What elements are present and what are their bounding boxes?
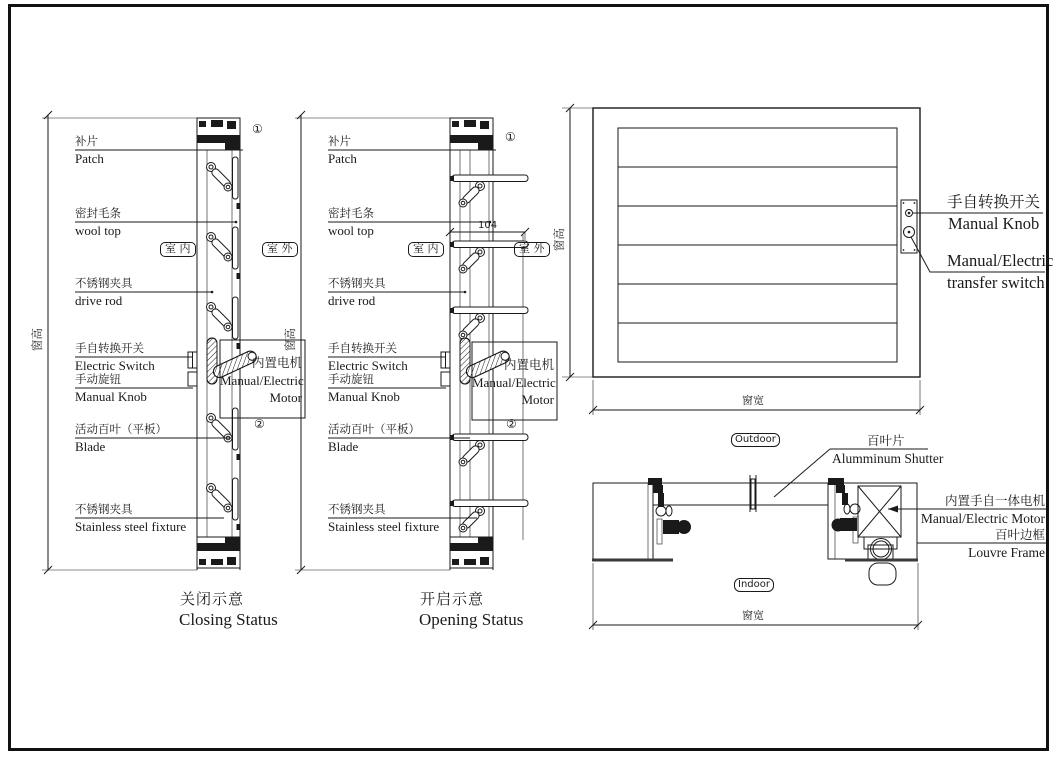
- label-fixture-en-opening: Stainless steel fixture: [328, 519, 440, 534]
- closing-motor-en2: Motor: [269, 390, 302, 405]
- front-width-dim-label: 窗宽: [742, 394, 764, 407]
- label-electric-switch-zh-opening: 手自转换开关: [328, 341, 397, 355]
- opening-motor-en2: Motor: [521, 392, 554, 407]
- label-patch-en-opening: Patch: [328, 151, 357, 166]
- plan-shutter-label-zh: 百叶片: [867, 433, 905, 448]
- opening-caption-en: Opening Status: [419, 610, 524, 629]
- outdoor-badge: Outdoor: [731, 433, 780, 447]
- label-blade-en-opening: Blade: [328, 439, 359, 454]
- plan-blade: [653, 475, 828, 512]
- plan-left-jamb: [592, 478, 691, 560]
- front-height-dimension: [562, 104, 593, 381]
- room-inside-badge-opening: 室 内: [408, 242, 444, 257]
- label-drive-rod-zh: 不锈钢夹具: [75, 276, 133, 290]
- label-blade-zh: 活动百叶（平板）: [75, 422, 167, 436]
- closing-caption-zh: 关闭示意: [180, 590, 245, 608]
- label-blade-en: Blade: [75, 439, 106, 454]
- label-fixture-en: Stainless steel fixture: [75, 519, 187, 534]
- closing-marker-2: ②: [254, 417, 265, 431]
- plan-frame-label-en: Louvre Frame: [968, 545, 1045, 560]
- plan-motor-label-zh: 内置手自一体电机: [944, 493, 1045, 508]
- front-knob-label-en: Manual Knob: [948, 214, 1040, 233]
- label-drive-rod-en-opening: drive rod: [328, 293, 376, 308]
- indoor-badge: Indoor: [734, 578, 774, 592]
- label-fixture-zh-opening: 不锈钢夹具: [328, 502, 386, 516]
- label-wool-top-zh: 密封毛条: [75, 206, 121, 220]
- label-drive-rod-en: drive rod: [75, 293, 123, 308]
- plan-frame-label-zh: 百叶边框: [994, 527, 1045, 542]
- label-blade-zh-opening: 活动百叶（平板）: [328, 422, 420, 436]
- label-electric-switch-zh: 手自转换开关: [75, 341, 144, 355]
- front-knob-label-zh: 手自转换开关: [947, 193, 1041, 211]
- plan-width-dim-label: 窗宽: [742, 609, 764, 622]
- label-fixture-zh: 不锈钢夹具: [75, 502, 133, 516]
- plan-shutter-label-en: Alumminum Shutter: [832, 451, 944, 466]
- front-switch-label-line2: transfer switch: [947, 273, 1045, 292]
- front-outer-frame: [593, 108, 920, 377]
- label-manual-knob-zh: 手动旋钮: [75, 372, 121, 386]
- closing-motor-zh: 内置电机: [251, 355, 302, 370]
- plan-right-jamb: [828, 478, 918, 585]
- label-electric-switch-en: Electric Switch: [75, 358, 155, 373]
- room-outside-badge: 室 外: [262, 242, 298, 257]
- closing-motor-en1: Manual/Electric: [220, 373, 304, 388]
- blade-depth-dim-label: 104: [478, 220, 498, 231]
- label-patch-zh: 补片: [75, 134, 98, 148]
- opening-caption-zh: 开启示意: [420, 590, 485, 608]
- label-patch-zh-opening: 补片: [328, 134, 351, 148]
- opening-height-dim-label: 窗高: [282, 328, 297, 352]
- label-patch-en: Patch: [75, 151, 104, 166]
- plan-motor-label-en: Manual/Electric Motor: [920, 511, 1045, 526]
- front-height-dim-label: 窗高: [551, 228, 566, 252]
- front-louvre-blade-lines: [618, 167, 897, 323]
- room-inside-badge: 室 内: [160, 242, 196, 257]
- label-manual-knob-en: Manual Knob: [75, 389, 147, 404]
- opening-marker-2: ②: [506, 417, 517, 431]
- label-manual-knob-zh-opening: 手动旋钮: [328, 372, 374, 386]
- front-switch-label-line1: Manual/Electric: [947, 251, 1054, 270]
- label-wool-top-en: wool top: [75, 223, 121, 238]
- label-wool-top-zh-opening: 密封毛条: [328, 206, 374, 220]
- label-manual-knob-en-opening: Manual Knob: [328, 389, 400, 404]
- closing-caption-en: Closing Status: [179, 610, 278, 629]
- opening-motor-en1: Manual/Electric: [472, 375, 556, 390]
- label-wool-top-en-opening: wool top: [328, 223, 374, 238]
- room-outside-badge-opening: 室 外: [514, 242, 550, 257]
- label-drive-rod-zh-opening: 不锈钢夹具: [328, 276, 386, 290]
- opening-motor-zh: 内置电机: [503, 357, 554, 372]
- closing-marker-1: ①: [252, 122, 263, 136]
- front-switch-plate: [901, 200, 917, 253]
- label-electric-switch-en-opening: Electric Switch: [328, 358, 408, 373]
- opening-marker-1: ①: [505, 130, 516, 144]
- closing-height-dim-label: 窗高: [29, 328, 44, 352]
